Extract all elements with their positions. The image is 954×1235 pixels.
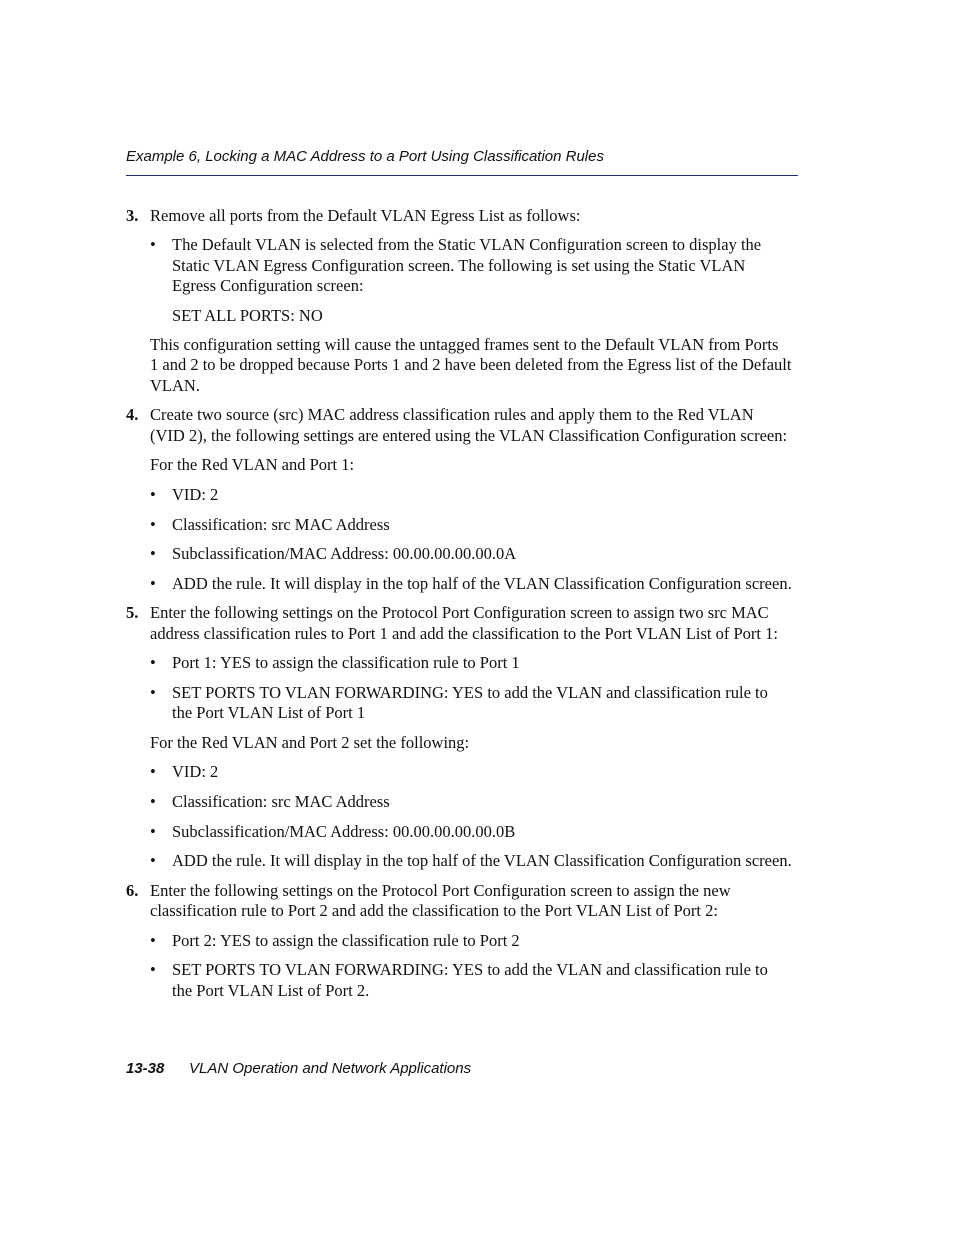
bullet-text: Subclassification/MAC Address: 00.00.00.00.00.0A bbox=[172, 544, 517, 563]
bullet-text: ADD the rule. It will display in the top half of the VLAN Classification Configuration screen. bbox=[172, 851, 792, 870]
bullet-glyph: • bbox=[150, 960, 156, 979]
paragraph-line: This configuration setting will cause the untagged frames sent to the Default VLAN from Ports bbox=[150, 335, 779, 354]
bullet-glyph: • bbox=[150, 515, 156, 534]
bullet-glyph: • bbox=[150, 485, 156, 504]
step-text: Remove all ports from the Default VLAN Egress List as follows: bbox=[150, 206, 581, 225]
bullet-text: VID: 2 bbox=[172, 762, 219, 781]
step-text: Create two source (src) MAC address classification rules and apply them to the Red VLAN bbox=[150, 405, 754, 424]
bullet-glyph: • bbox=[150, 683, 156, 702]
bullet-text: SET PORTS TO VLAN FORWARDING: YES to add the VLAN and classification rule to bbox=[172, 683, 768, 702]
bullet-text: ADD the rule. It will display in the top half of the VLAN Classification Configuration screen. bbox=[172, 574, 792, 593]
running-header: Example 6, Locking a MAC Address to a Port Using Classification Rules bbox=[126, 148, 604, 165]
bullet-text: Port 2: YES to assign the classification rule to Port 2 bbox=[172, 931, 520, 950]
bullet-glyph: • bbox=[150, 235, 156, 254]
bullet-glyph: • bbox=[150, 822, 156, 841]
step-number: 6. bbox=[126, 881, 139, 900]
page-number: 13-38 bbox=[126, 1060, 165, 1077]
bullet-text: Port 1: YES to assign the classification rule to Port 1 bbox=[172, 653, 520, 672]
step-text: (VID 2), the following settings are entered using the VLAN Classification Configuration screen: bbox=[150, 426, 788, 445]
bullet-text: Classification: src MAC Address bbox=[172, 515, 390, 534]
bullet-glyph: • bbox=[150, 574, 156, 593]
step-text: classification rule to Port 2 and add the classification to the Port VLAN List of Port 2: bbox=[150, 901, 718, 920]
step-number: 3. bbox=[126, 206, 139, 225]
step-number: 4. bbox=[126, 405, 139, 424]
bullet-text: the Port VLAN List of Port 1 bbox=[172, 703, 366, 722]
bullet-glyph: • bbox=[150, 762, 156, 781]
step-number: 5. bbox=[126, 603, 139, 622]
bullet-text: Egress Configuration screen: bbox=[172, 276, 364, 295]
bullet-text: Classification: src MAC Address bbox=[172, 792, 390, 811]
bullet-text: The Default VLAN is selected from the Static VLAN Configuration screen to display the bbox=[172, 235, 762, 254]
intro-text: For the Red VLAN and Port 1: bbox=[150, 455, 355, 474]
step-text: Enter the following settings on the Protocol Port Configuration screen to assign two src MAC bbox=[150, 603, 769, 622]
step-text: Enter the following settings on the Protocol Port Configuration screen to assign the new bbox=[150, 881, 731, 900]
bullet-text: Subclassification/MAC Address: 00.00.00.00.00.0B bbox=[172, 822, 516, 841]
bullet-text: SET PORTS TO VLAN FORWARDING: YES to add the VLAN and classification rule to bbox=[172, 960, 768, 979]
footer-book-title: VLAN Operation and Network Applications bbox=[189, 1060, 472, 1077]
bullet-glyph: • bbox=[150, 851, 156, 870]
step-text: address classification rules to Port 1 and add the classification to the Port VLAN List of Port 1: bbox=[150, 624, 778, 643]
bullet-text: VID: 2 bbox=[172, 485, 219, 504]
setting-text: SET ALL PORTS: NO bbox=[172, 306, 323, 325]
bullet-glyph: • bbox=[150, 792, 156, 811]
bullet-glyph: • bbox=[150, 931, 156, 950]
bullet-text: Static VLAN Egress Configuration screen. The following is set using the Static VLAN bbox=[172, 256, 746, 275]
intro-text: For the Red VLAN and Port 2 set the following: bbox=[150, 733, 470, 752]
paragraph-line: 1 and 2 to be dropped because Ports 1 and 2 have been deleted from the Egress list of the Default bbox=[150, 355, 792, 374]
bullet-text: the Port VLAN List of Port 2. bbox=[172, 981, 370, 1000]
bullet-glyph: • bbox=[150, 544, 156, 563]
paragraph-line: VLAN. bbox=[150, 376, 200, 395]
bullet-glyph: • bbox=[150, 653, 156, 672]
